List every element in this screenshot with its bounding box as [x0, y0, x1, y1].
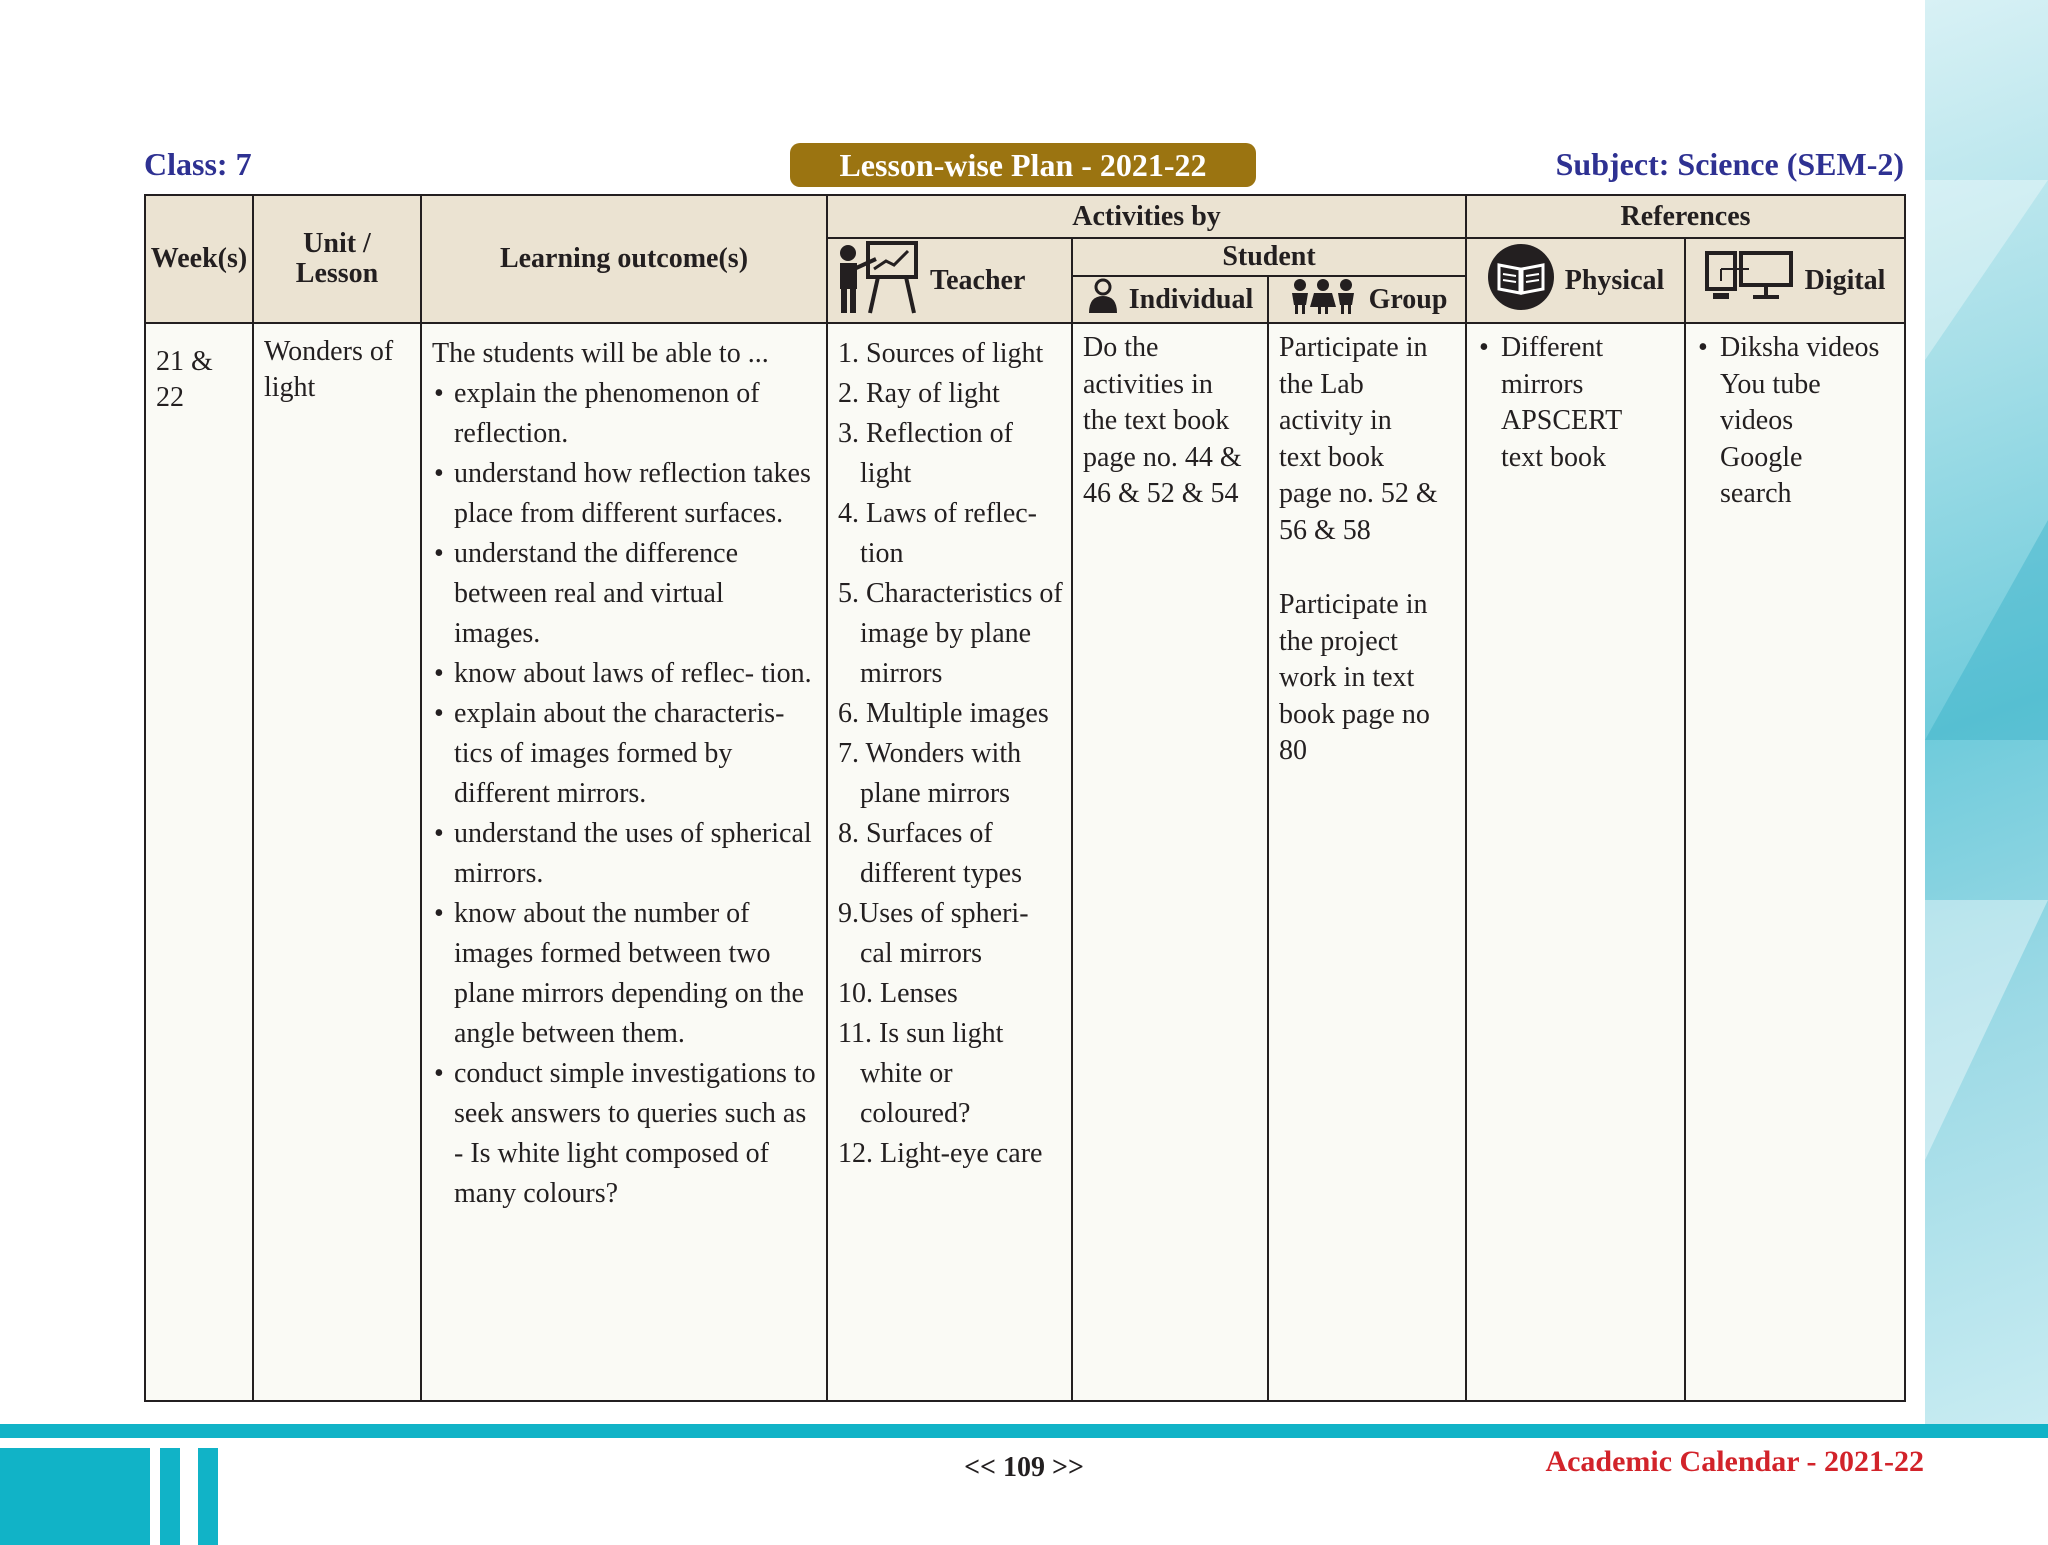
student-group-icon: [1287, 277, 1359, 322]
list-item: 3. Reflection of light: [838, 418, 1013, 489]
student-person-icon: [1087, 278, 1119, 321]
list-item: 4. Laws of reflec- tion: [838, 498, 1038, 569]
list-item: 12. Light-eye care: [838, 1138, 1043, 1169]
list-item: • understand the difference between real and virtual images.: [432, 534, 816, 654]
list-item: • know about the number of images formed between two plane mirrors depending on the angle between them.: [432, 894, 816, 1054]
list-item: 6. Multiple images: [838, 698, 1049, 729]
list-item: 1. Sources of light: [838, 338, 1044, 369]
subject-label: Subject: Science (SEM-2): [1555, 146, 1904, 182]
lesson-plan-table: [144, 194, 1906, 1402]
list-item: • understand how reflection takes place from different surfaces.: [432, 454, 816, 534]
column-header-physical: [1466, 238, 1685, 323]
column-header-activities-by: Activities by: [827, 195, 1466, 238]
list-item: 7. Wonders with plane mirrors: [838, 738, 1022, 809]
column-header-individual: [1072, 276, 1268, 323]
column-header-student: Student: [1072, 238, 1466, 276]
digital-references-cell: [1685, 323, 1905, 1401]
column-header-group: [1268, 276, 1466, 323]
learning-intro: The students will be able to ...: [432, 338, 769, 369]
column-header-references: References: [1466, 195, 1905, 238]
list-item: • explain about the characteris- tics of images formed by different mirrors.: [432, 694, 816, 814]
column-header-learning-outcomes: Learning outcome(s): [421, 195, 827, 323]
open-book-icon: [1487, 243, 1555, 318]
digital-header-label: Digital: [1804, 264, 1886, 296]
list-item: • know about laws of reflec- tion.: [432, 654, 816, 694]
physical-references-cell: [1466, 323, 1685, 1401]
list-item: • Diksha videos You tube videos Google search: [1696, 330, 1898, 513]
individual-header-label: Individual: [1128, 283, 1254, 315]
teacher-activities-cell: [827, 323, 1072, 1401]
table-row: [145, 323, 1905, 1401]
footer-divider: [0, 1424, 2048, 1438]
list-item: • explain the phenomenon of reflection.: [432, 374, 816, 454]
list-item: 11. Is sun light white or coloured?: [838, 1018, 1004, 1129]
list-item: • Different mirrors APSCERT text book: [1477, 330, 1678, 476]
weeks-cell: 21 & 22: [145, 323, 253, 1401]
teacher-header-label: Teacher: [930, 264, 1026, 296]
learning-outcomes-cell: [421, 323, 827, 1401]
class-label: Class: 7: [144, 146, 252, 182]
computer-network-icon: [1705, 249, 1795, 312]
list-item: 9.Uses of spheri- cal mirrors: [838, 898, 1029, 969]
column-header-weeks: Week(s): [145, 195, 253, 323]
list-item: 2. Ray of light: [838, 378, 1000, 409]
physical-header-label: Physical: [1564, 264, 1665, 296]
list-item: • understand the uses of spherical mirrors.: [432, 814, 816, 894]
column-header-digital: [1685, 238, 1905, 323]
column-header-teacher: [827, 238, 1072, 323]
unit-cell: Wonders of light: [253, 323, 421, 1401]
footer-block: [0, 1448, 150, 1545]
footer-stripe: [160, 1448, 180, 1545]
list-item: 5. Characteristics of image by plane mirrors: [838, 578, 1063, 689]
individual-activity-cell: Do the activities in the text book page no. 44 & 46 & 52 & 54: [1072, 323, 1268, 1401]
list-item: 8. Surfaces of different types: [838, 818, 1022, 889]
decorative-side-strip: [1925, 0, 2048, 1430]
group-header-label: Group: [1368, 283, 1448, 315]
calendar-title: Academic Calendar - 2021-22: [1545, 1445, 1924, 1478]
footer-stripe: [198, 1448, 218, 1545]
group-activity-cell: Participate in the Lab activity in text book page no. 52 & 56 & 58 Participate in the project work in text book page no 80: [1268, 323, 1466, 1401]
list-item: 10. Lenses: [838, 978, 958, 1009]
column-header-unit: Unit / Lesson: [253, 195, 421, 323]
teacher-at-board-icon: [834, 239, 920, 322]
list-item: • conduct simple investigations to seek answers to queries such as - Is white light composed of many colours?: [432, 1054, 816, 1214]
page-number: << 109 >>: [964, 1452, 1084, 1483]
plan-title: Lesson-wise Plan - 2021-22: [790, 143, 1256, 187]
